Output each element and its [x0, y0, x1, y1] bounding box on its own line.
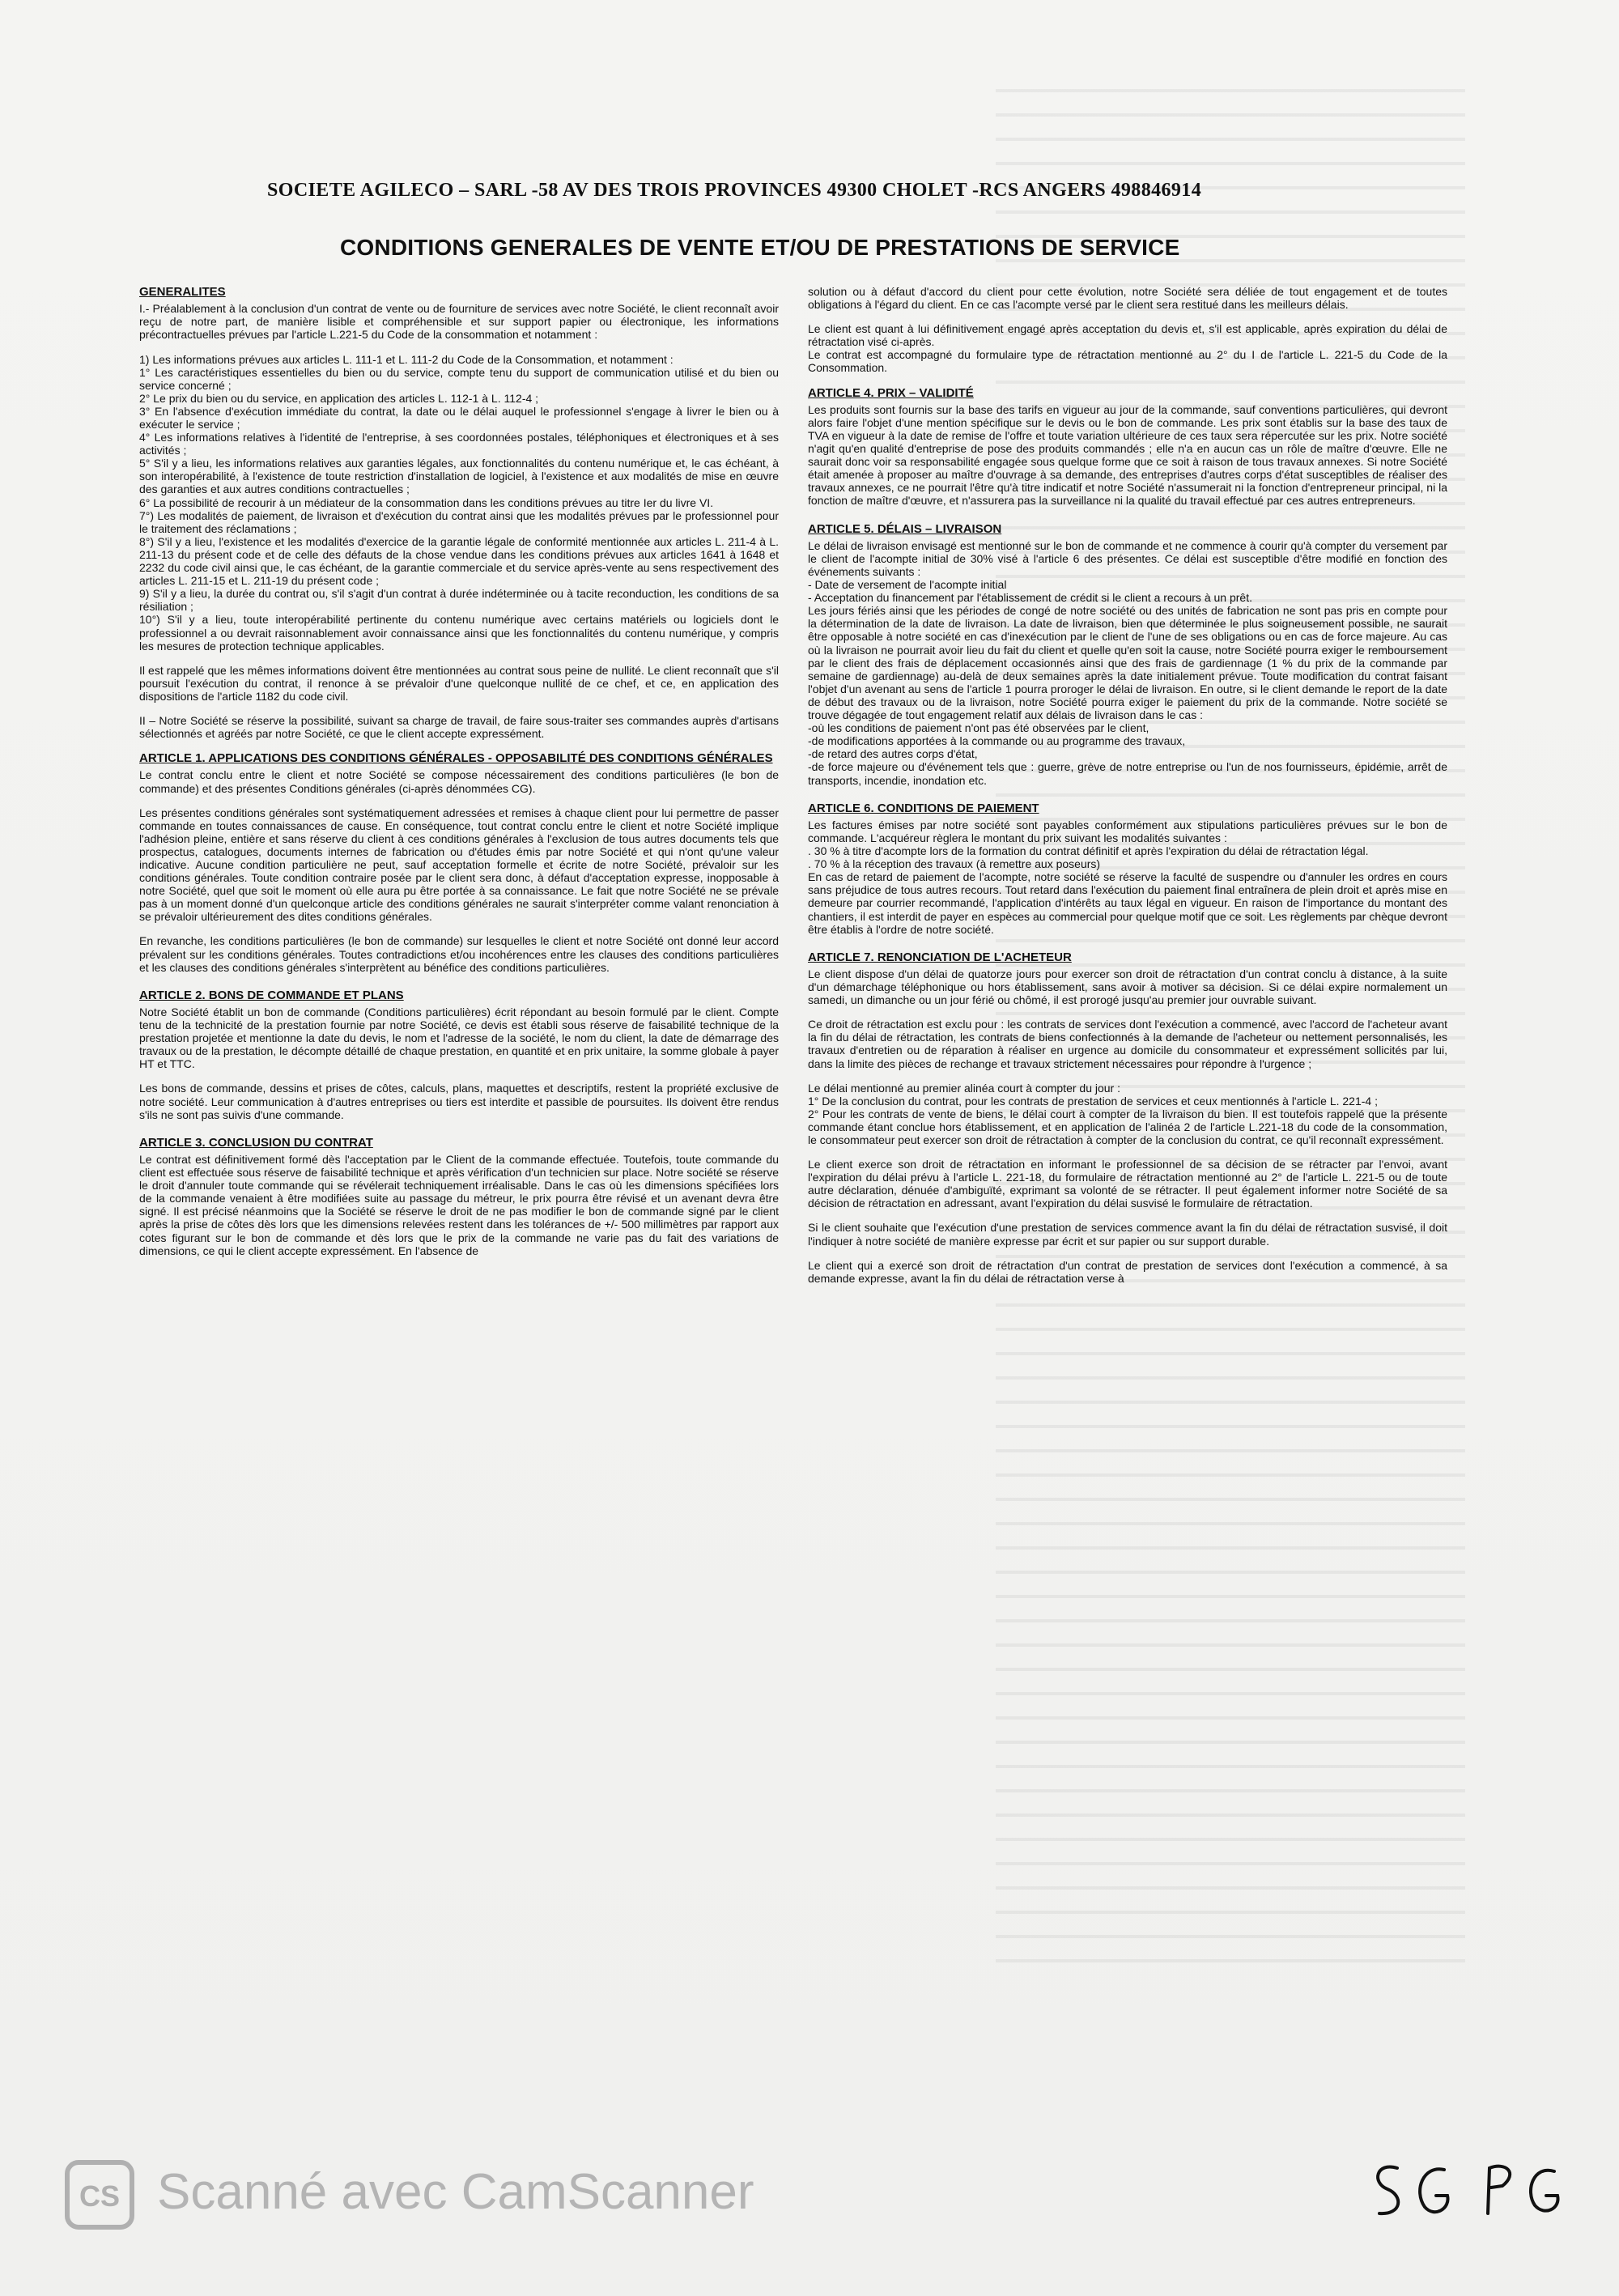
paragraph: Les factures émises par notre société sont payables conformément aux stipulations particulières prévues sur le bon de commande. L'acquéreur règlera le montant du prix suivant les modalités suivantes : . 30 % à titre d'acompte lors de la formation du contrat définitif et après l'expiration du délai de rétractation légal. . 70 % à la réception des travaux (à remettre aux poseurs) En cas de retard de paiement de l'acompte, notre société se réserve la faculté de suspendre ou d'annuler les ordres en cours sans préjudice de tous autres recours. Tout retard dans l'exécution du paiement final entraînera de plein droit et après mise en demeure par courrier recommandé, l'application d'intérêts au taux légal en vigueur. En raison de l'importance du montant des chantiers, il est interdit de payer en espèces au commercial pour quelque motif que ce soit. Les règlements par chèque devront être établis à l'ordre de notre société. — [808, 818, 1447, 936]
article-heading: ARTICLE 1. APPLICATIONS DES CONDITIONS GÉNÉRALES - OPPOSABILITÉ DES CONDITIONS GÉNÉRALES — [139, 751, 773, 766]
paragraph: En revanche, les conditions particulières (le bon de commande) sur lesquelles le client et notre Société ont donné leur accord prévalent sur les conditions générales. Toutes contradictions et/ou incohérences entre les clauses des conditions particulières et les clauses des conditions générales s'interprètent au bénéfice des conditions particulières. — [139, 934, 779, 974]
paragraph: 1) Les informations prévues aux articles L. 111-1 et L. 111-2 du Code de la Consommation, et notamment : 1° Les caractéristiques essentielles du bien ou du service, compte tenu du support de communication utilisé et du bien ou service concerné ; 2° Le prix du bien ou du service, en application des articles L. 112-1 à L. 112-4 ; 3° En l'absence d'exécution immédiate du contrat, la date ou le délai auquel le professionnel s'engage à livrer le bien ou à exécuter le service ; 4° Les informations relatives à l'identité de l'entreprise, à ses coordonnées postales, téléphoniques et électroniques et à ses activités ; 5° S'il y a lieu, les informations relatives aux garanties légales, aux fonctionnalités du contenu numérique et, le cas échéant, à son interopérabilité, à l'existence de toute restriction d'installation de logiciel, à l'existence et aux modalités de mise en œuvre des garanties et aux autres conditions contractuelles ; 6° La possibilité de recourir à un médiateur de la consommation dans les conditions prévues au titre Ier du livre VI. 7°) Les modalités de paiement, de livraison et d'exécution du contrat ainsi que les modalités prévues par le professionnel pour le traitement des réclamations ; 8°) S'il y a lieu, l'existence et les modalités d'exercice de la garantie légale de conformité mentionnée aux articles L. 211-4 à L. 211-13 du présent code et de celle des défauts de la chose vendue dans les conditions prévues aux articles 1641 à 1648 et 2232 du code civil ainsi que, le cas échéant, de la garantie commerciale et du service après-vente au sens respectivement des articles L. 211-15 et L. 211-19 du présent code ; 9) S'il y a lieu, la durée du contrat ou, s'il s'agit d'un contrat à durée indéterminée ou à tacite reconduction, les conditions de sa résiliation ; 10°) S'il y a lieu, toute interopérabilité pertinente du contenu numérique avec certains matériels ou logiciels dont le professionnel a ou devrait raisonnablement avoir connaissance ainsi que les fonctionnalités du contenu numérique, y compris les mesures de protection technique applicables. — [139, 352, 779, 653]
article-heading: ARTICLE 4. PRIX – VALIDITÉ — [808, 385, 974, 400]
paragraph: Le contrat est définitivement formé dès l'acceptation par le Client de la commande effectuée. Toutefois, toute commande du client est effectuée sous réserve de faisabilité technique et après vérification d'un technicien sur place. Notre société se réserve le droit d'annuler toute commande qui se révélerait techniquement irréalisable. Dans le cas où les dimensions spécifiées lors de la commande venaient à être modifiées suite au passage du métreur, le prix pourra être révisé et un avenant devra être signé. Il est précisé néanmoins que la Société se réserve le droit de ne pas modifier le bon de commande signé par le client après la prise de côtes dès lors que les dimensions relevées restent dans les tolérances de +/- 500 millimètres par rapport aux cotes figurant sur le bon de commande et dès lors que le prix de la commande ne varie pas du fait des variations de dimensions, ce qui le client accepte expressément. En l'absence de — [139, 1152, 779, 1257]
paragraph: Le délai mentionné au premier alinéa court à compter du jour : 1° De la conclusion du contrat, pour les contrats de prestation de services et ceux mentionnés à l'article L. 221-4 ; 2° Pour les contrats de vente de biens, le délai court à compter de la livraison du bien. Il est toutefois rappelé que la présente commande étant conclue hors établissement, et en application de l'alinéa 2 de l'article L.221-18 du code de la consommation, le consommateur peut exercer son droit de rétractation à compter de la conclusion du contrat, ce qu'il reconnaît expressément. — [808, 1081, 1447, 1146]
camscanner-watermark: Scanné avec CamScanner — [157, 2164, 754, 2220]
paragraph: II – Notre Société se réserve la possibilité, suivant sa charge de travail, de faire sous-traiter ses commandes auprès d'artisans sélectionnés et agréés par notre Société, ce que le client accepte expressément. — [139, 713, 779, 741]
article-1 — [139, 751, 779, 974]
article-heading: ARTICLE 5. DÉLAIS – LIVRAISON — [808, 521, 1002, 536]
paragraph: solution ou à défaut d'accord du client pour cette évolution, notre Société sera déliée de tout engagement et de toutes obligations à l'égard du client. En ce cas l'acompte versé par le client sera restitué dans les meilleurs délais. — [808, 285, 1447, 312]
paragraph: Ce droit de rétractation est exclu pour : les contrats de services dont l'exécution a commencé, avec l'accord de l'acheteur avant la fin du délai de rétractation, les contrats de biens confectionnés à la demande de l'acheteur ou nettement personnalisés, les travaux d'entretien ou de réparation à réaliser en urgence au domicile du consommateur et expressément sollicités par lui, dans la limite des pièces de rechange et travaux strictement nécessaires pour répondre à l'urgence ; — [808, 1018, 1447, 1070]
company-header: SOCIETE AGILECO – SARL -58 AV DES TROIS PROVINCES 49300 CHOLET -RCS ANGERS 498846914 — [267, 180, 1202, 201]
article-6 — [808, 801, 1447, 936]
svg-text:CS: CS — [79, 2179, 121, 2213]
article-5 — [808, 522, 1447, 787]
paragraph: I.- Préalablement à la conclusion d'un contrat de vente ou de fourniture de services avec notre Société, le client reconnaît avoir reçu de notre part, de manière lisible et compréhensible et sur support papier ou électronique, les informations précontractuelles prévues par l'article L.221-5 du Code de la consommation et notamment : — [139, 302, 779, 342]
paragraph: Les bons de commande, dessins et prises de côtes, calculs, plans, maquettes et descriptifs, restent la propriété exclusive de notre société. Leur communication à d'autres entreprises ou tiers est interdite et passible de poursuites. Ils doivent être rendus s'ils ne sont pas suivis d'une commande. — [139, 1082, 779, 1121]
paragraph: Le client qui a exercé son droit de rétractation d'un contrat de prestation de services dont l'exécution a commencé, à sa demande expresse, avant la fin du délai de rétractation verse à — [808, 1258, 1447, 1285]
document-title: CONDITIONS GENERALES DE VENTE ET/OU DE PRESTATIONS DE SERVICE — [340, 235, 1180, 260]
right-column — [808, 285, 1447, 1299]
paragraph: Il est rappelé que les mêmes informations doivent être mentionnées au contrat sous peine de nullité. Le client reconnaît que s'il poursuit l'exécution du contrat, il renonce à se prévaloir d'une quelconque nullité de ce chef, et ce, en application des dispositions de l'article 1182 du code civil. — [139, 663, 779, 703]
section-heading-generalites: GENERALITES — [139, 285, 226, 299]
paragraph: Le délai de livraison envisagé est mentionné sur le bon de commande et ne commence à courir qu'à compter du versement par le client de l'acompte initial de 30% visé à l'article 6 des présentes. Ce délai est susceptible d'être modifié en fonction des événements suivants : - Date de versement de l'acompte initial - Acceptation du financement par l'établissement de crédit si le client a recours à un prêt. Les jours fériés ainsi que les périodes de congé de notre société ou des unités de fabrication ne sont pas pris en compte pour la détermination de la date de livraison. La date de livraison, bien que déterminée le plus soigneusement possible, ne saurait être opposable à notre société en cas d'inexécution par le client de l'une de ses obligations ou en cas de force majeure. Au cas où la livraison ne pourrait avoir lieu du fait du client et quelle qu'en soit la cause, notre Société pourra exiger le remboursement par le client des frais de déplacement occasionnés ainsi que des frais de gardiennage (1 % du prix de la commande par semaine de gardiennage) au-delà de deux semaines après la date initialement prévue. Toute modification du contrat faisant l'objet d'un avenant au sens de l'article 1 pourra proroger le délai de livraison. En outre, si le client demande le report de la date de début des travaux ou de la livraison, notre Société pourra exiger le paiement du prix de la commande. Notre société se trouve dégagée de tout engagement relatif aux délais de livraison dans le cas : -où les conditions de paiement n'ont pas été observées par le client, -de modifications apportées à la commande ou au programme des travaux, -de retard des autres corps d'état, -de force majeure ou d'événement tels que : guerre, grève de notre entreprise ou l'un de nos fournisseurs, épidémie, arrêt de transports, incendie, inondation etc. — [808, 538, 1447, 787]
article-7 — [808, 950, 1447, 1285]
article-2 — [139, 989, 779, 1121]
article-3 — [139, 1136, 779, 1257]
article-4 — [808, 386, 1447, 508]
paragraph: Le client exerce son droit de rétractation en informant le professionnel de sa décision de se rétracter par l'envoi, avant l'expiration du délai prévu à l'article L. 221-18, du formulaire de rétractation mentionné au 2° de l'article L. 221-5 ou de toute autre déclaration, dénuée d'ambiguïté, exprimant sa volonté de se rétracter. Il peut également informer notre Société de sa décision de rétractation en adressant, avant l'expiration du délai susvisé le formulaire de rétractation. — [808, 1158, 1447, 1210]
camscanner-logo-icon — [65, 2160, 134, 2230]
paragraph: Les présentes conditions générales sont systématiquement adressées et remises à chaque client pour lui permettre de passer commande en toutes connaissances de cause. En conséquence, tout contrat conclu entre le client et notre Société implique l'adhésion pleine, entière et sans réserve du client à ces conditions générales à l'exclusion de tous autres documents tels que prospectus, catalogues, documents internes de fabrication ou d'études émis par notre Société et qui n'ont qu'une valeur indicative. Aucune condition particulière ne peut, sauf acceptation formelle et écrite de notre Société, prévaloir sur les conditions générales. Toute condition contraire posée par le client sera donc, à défaut d'acceptation expresse, inopposable à notre Société, quel que soit le moment où elle aura pu être portée à sa connaissance. Le fait que notre Société ne se prévale pas à un moment donné d'un quelconque article des conditions générales ne saurait s'interpréter comme valant renonciation à se prévaloir ultérieurement des dites conditions générales. — [139, 806, 779, 924]
handwritten-initials — [1366, 2144, 1577, 2233]
article-heading: ARTICLE 6. CONDITIONS DE PAIEMENT — [808, 801, 1039, 815]
left-column — [139, 285, 779, 1272]
paragraph: Si le client souhaite que l'exécution d'une prestation de services commence avant la fin du délai de rétractation susvisé, il doit l'indiquer à notre société de manière expresse par écrit et sur papier ou sur support durable. — [808, 1221, 1447, 1248]
article-heading: ARTICLE 7. RENONCIATION DE L'ACHETEUR — [808, 950, 1072, 964]
paragraph: Le client est quant à lui définitivement engagé après acceptation du devis et, s'il est applicable, après expiration du délai de rétractation visé ci-après. Le contrat est accompagné du formulaire type de rétractation mentionné au 2° du I de l'article L. 221-5 du Code de la Consommation. — [808, 322, 1447, 375]
paragraph: Le contrat conclu entre le client et notre Société se compose nécessairement des conditions particulières (le bon de commande) et des présentes Conditions générales (ci-après dénommées CG). — [139, 768, 779, 795]
paragraph: Notre Société établit un bon de commande (Conditions particulières) écrit répondant au besoin formulé par le client. Compte tenu de la technicité de la prestation fournie par notre Société, ce devis est établi sous réserve de faisabilité technique de la prestation projetée et mentionne la date du devis, le nom et l'adresse de la société, le nom du client, la date de démarrage des travaux ou de la prestation, le décompte détaillé de chaque prestation, en quantité et en prix unitaire, la somme globale à payer HT et TTC. — [139, 1005, 779, 1071]
article-heading: ARTICLE 2. BONS DE COMMANDE ET PLANS — [139, 988, 404, 1002]
article-heading: ARTICLE 3. CONCLUSION DU CONTRAT — [139, 1135, 373, 1150]
paragraph: Le client dispose d'un délai de quatorze jours pour exercer son droit de rétractation d'un contrat conclu à distance, à la suite d'un démarchage téléphonique ou hors établissement, sans avoir à motiver sa décision. Si ce délai expire normalement un samedi, un dimanche ou un jour férié ou chômé, il est prorogé jusqu'au premier jour ouvrable suivant. — [808, 967, 1447, 1007]
paragraph: Les produits sont fournis sur la base des tarifs en vigueur au jour de la commande, sauf conventions particulières, qui devront alors faire l'objet d'une mention spécifique sur le devis ou le bon de commande. Les prix sont établis sur la base des taux de TVA en vigueur à la date de remise de l'offre et toute variation ultérieure de ces taux sera répercutée sur les prix. Notre société n'agit qu'en qualité d'entreprise de pose des produits commandés ; elle n'a en aucun cas un rôle de maître d'œuvre. Elle ne saurait donc voir sa responsabilité engagée sous quelque forme que ce soit à raison de tous travaux annexes. Si notre Société était amenée à proposer au maître d'ouvrage à sa demande, des entreprises d'autres corps d'état susceptibles de réaliser des travaux annexes, ce ne pourrait l'être qu'à titre indicatif et notre Société n'assumerait ni la fonction d'entrepreneur principal, ni la fonction de maître d'œuvre, et n'assurera pas la surveillance ni la qualité du travail effectué par ces autres entrepreneurs. — [808, 402, 1447, 508]
